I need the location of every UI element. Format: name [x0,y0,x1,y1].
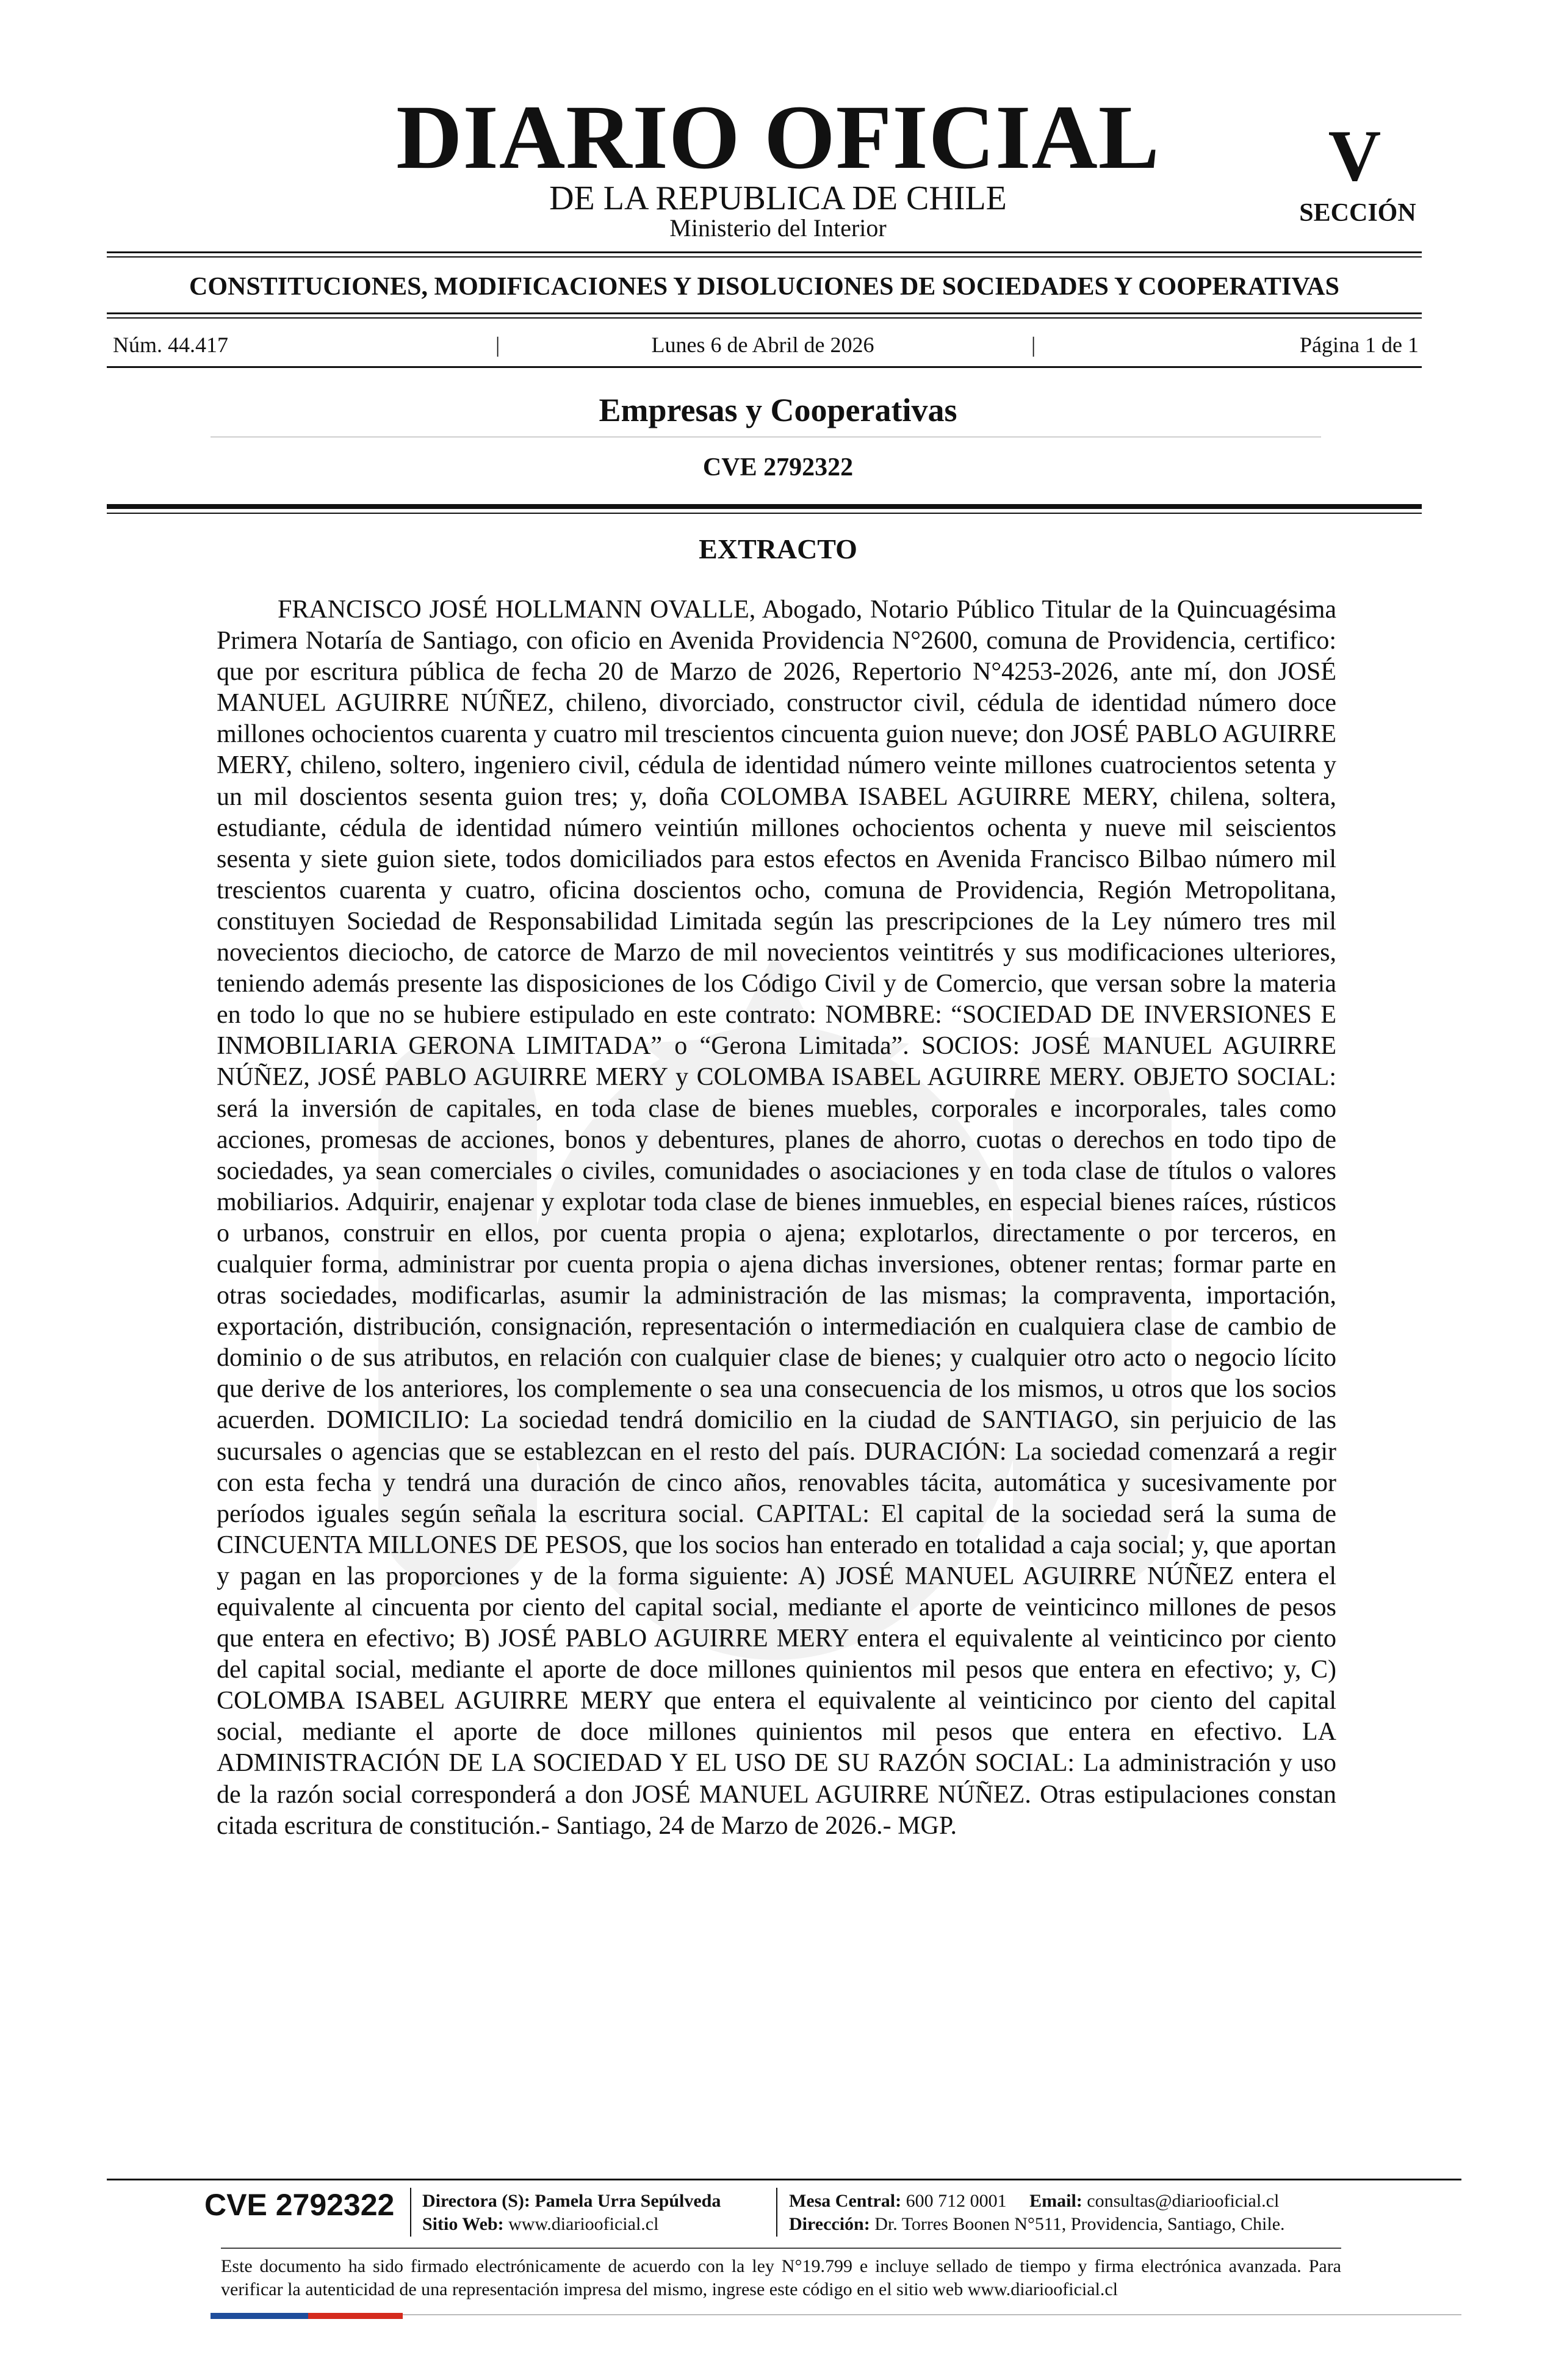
email-link[interactable]: consultas@diariooficial.cl [1087,2191,1280,2211]
cve-code: CVE 2792322 [702,453,854,481]
section-banner: CONSTITUCIONES, MODIFICACIONES Y DISOLUCIONES DE SOCIEDADES Y COOPERATIVAS [189,273,1339,301]
legal-rule [221,2248,1341,2249]
director-name: Pamela Urra Sepúlveda [535,2191,721,2211]
footer-address [789,2213,1285,2236]
email-label: Email: [1029,2191,1082,2211]
masthead-subtitle: DE LA REPUBLICA DE CHILE [549,179,1007,217]
legal-notice: Este documento ha sido firmado electrónicamente de acuerdo con la ley N°19.799 e incluye sellado de tiempo y firma electrónica avanzada. Para verificar la autenticidad de una representación impresa del mismo, ingrese este código en el sitio web www.diariooficial.cl [221,2256,1341,2299]
section-title-rule [211,436,1321,438]
footer-website [422,2213,658,2236]
flag-stripe-red [308,2313,403,2319]
extract-body: FRANCISCO JOSÉ HOLLMANN OVALLE, Abogado, Notario Público Titular de la Quincuagésima Primera Notaría de Santiago, con oficio en Avenida Providencia N°2600, comuna de Providencia, certifico: que por escritura pública de fecha 20 de Marzo de 2026, Repertorio N°4253-2026, ante mí, don JOSÉ MANUEL AGUIRRE NÚÑEZ, chileno, divorciado, constructor civil, cédula de identidad número doce millones ochocientos cuarenta y cuatro mil trescientos cincuenta guion nueve; don JOSÉ PABLO AGUIRRE MERY, chileno, soltero, ingeniero civil, cédula de identidad número veinte millones cuatrocientos setenta y un mil doscientos sesenta guion tres; y, doña COLOMBA ISABEL AGUIRRE MERY, chilena, soltera, estudiante, cédula de identidad número veintiún millones ochocientos ochenta y nueve mil seiscientos sesenta y siete guion siete, todos domiciliados para estos efectos en Avenida Francisco Bilbao número mil trescientos cuarenta y cuatro, oficina doscientos ocho, comuna de Providencia, Región Metropolitana, constituyen Sociedad de Responsabilidad Limitada según las prescripciones de la Ley número tres mil novecientos dieciocho, de catorce de Marzo de mil novecientos veintitrés y sus modificaciones ulteriores, teniendo además presente las disposiciones de los Código Civil y de Comercio, que versan sobre la materia en todo lo que no se hubiere estipulado en este contrato: NOMBRE: “SOCIEDAD DE INVERSIONES E INMOBILIARIA GERONA LIMITADA” o “Gerona Limitada”. SOCIOS: JOSÉ MANUEL AGUIRRE NÚÑEZ, JOSÉ PABLO AGUIRRE MERY y COLOMBA ISABEL AGUIRRE MERY. OBJETO SOCIAL: será la inversión de capitales, en toda clase de bienes muebles, corporales e incorporales, tales como acciones, promesas de acciones, bonos y debentures, planes de ahorro, cuotas o derechos en todo tipo de sociedades, ya sean comerciales o civiles, comunidades o asociaciones y en toda clase de títulos o valores mobiliarios. Adquirir, enajenar y explotar toda clase de bienes inmuebles, en especial bienes raíces, rústicos o urbanos, construir en ellos, por cuenta propia o ajena; explotarlos, directamente o por terceros, en cualquier forma, administrar por cuenta propia o ajena dichas inversiones, obtener rentas; formar parte en otras sociedades, modificarlas, asumir la administración de las mismas; la compraventa, importación, exportación, distribución, consignación, representación o intermediación en cualquiera clase de cambio de dominio o de sus atributos, en relación con cualquier clase de bienes; y cualquier otro acto o negocio lícito que derive de los anteriores, los complemente o sea una consecuencia de los mismos, u otros que los socios acuerden. DOMICILIO: La sociedad tendrá domicilio en la ciudad de SANTIAGO, sin perjuicio de las sucursales o agencias que se establezcan en el resto del país. DURACIÓN: La sociedad comenzará a regir con esta fecha y tendrá una duración de cinco años, renovables tácita, automática y sucesivamente por períodos iguales según señala la escritura social. CAPITAL: El capital de la sociedad será la suma de CINCUENTA MILLONES DE PESOS, que los socios han enterado en totalidad a caja social; y, que aportan y pagan en las proporciones y de la forma siguiente: A) JOSÉ MANUEL AGUIRRE NÚÑEZ entera el equivalente al cincuenta por ciento del capital social, mediante el aporte de veinticinco millones de pesos que entera en efectivo; B) JOSÉ PABLO AGUIRRE MERY entera el equivalente al veinticinco por ciento del capital social, mediante el aporte de doce millones quinientos mil pesos que entera en efectivo; y, C) COLOMBA ISABEL AGUIRRE MERY que entera el equivalente al veinticinco por ciento del capital social, mediante el aporte de doce millones quinientos mil pesos que entera en efectivo. LA ADMINISTRACIÓN DE LA SOCIEDAD Y EL USO DE SU RAZÓN SOCIAL: La administración y uso de la razón social corresponderá a don JOSÉ MANUEL AGUIRRE NÚÑEZ. Otras estipulaciones constan citada escritura de constitución.- Santiago, 24 de Marzo de 2026.- MGP. [217,596,1336,1840]
section-title: Empresas y Cooperativas [599,392,957,428]
footer-divider [410,2188,411,2237]
banner-rule-bottom-thin [107,317,1422,319]
header-rule-top-thin [107,256,1422,258]
footer-rule [107,2179,1461,2180]
cve-rule-thick [107,504,1422,509]
masthead-title: DIARIO OFICIAL [396,87,1160,188]
website-link[interactable]: www.diariooficial.cl [508,2214,659,2234]
page-count: Página 1 de 1 [1300,333,1419,357]
phone-label: Mesa Central: [789,2191,902,2211]
issue-separator: | [1031,333,1036,357]
address-value: Dr. Torres Boonen N°511, Providencia, Santiago, Chile. [874,2214,1285,2234]
address-label: Dirección: [789,2214,870,2234]
flag-stripe-blue [211,2313,308,2319]
footer-cve-code: CVE 2792322 [204,2188,395,2222]
phone-value: 600 712 0001 [906,2191,1007,2211]
issue-date: Lunes 6 de Abril de 2026 [651,333,874,357]
footer-phone-email [789,2190,1279,2213]
website-label: Sitio Web: [422,2214,504,2234]
issue-number: Núm. 44.417 [113,333,228,357]
director-label: Directora (S): [422,2191,530,2211]
section-number: V [1328,115,1381,196]
footer-divider [776,2188,777,2237]
cve-rule-thin [107,513,1422,514]
header-rule-top [107,251,1422,253]
issue-separator: | [495,333,500,357]
masthead-ministry: Ministerio del Interior [669,214,887,242]
section-label: SECCIÓN [1299,199,1416,227]
footer-director [422,2190,721,2213]
issue-rule [107,366,1422,368]
banner-rule-bottom [107,312,1422,314]
extract-title: EXTRACTO [699,533,857,564]
